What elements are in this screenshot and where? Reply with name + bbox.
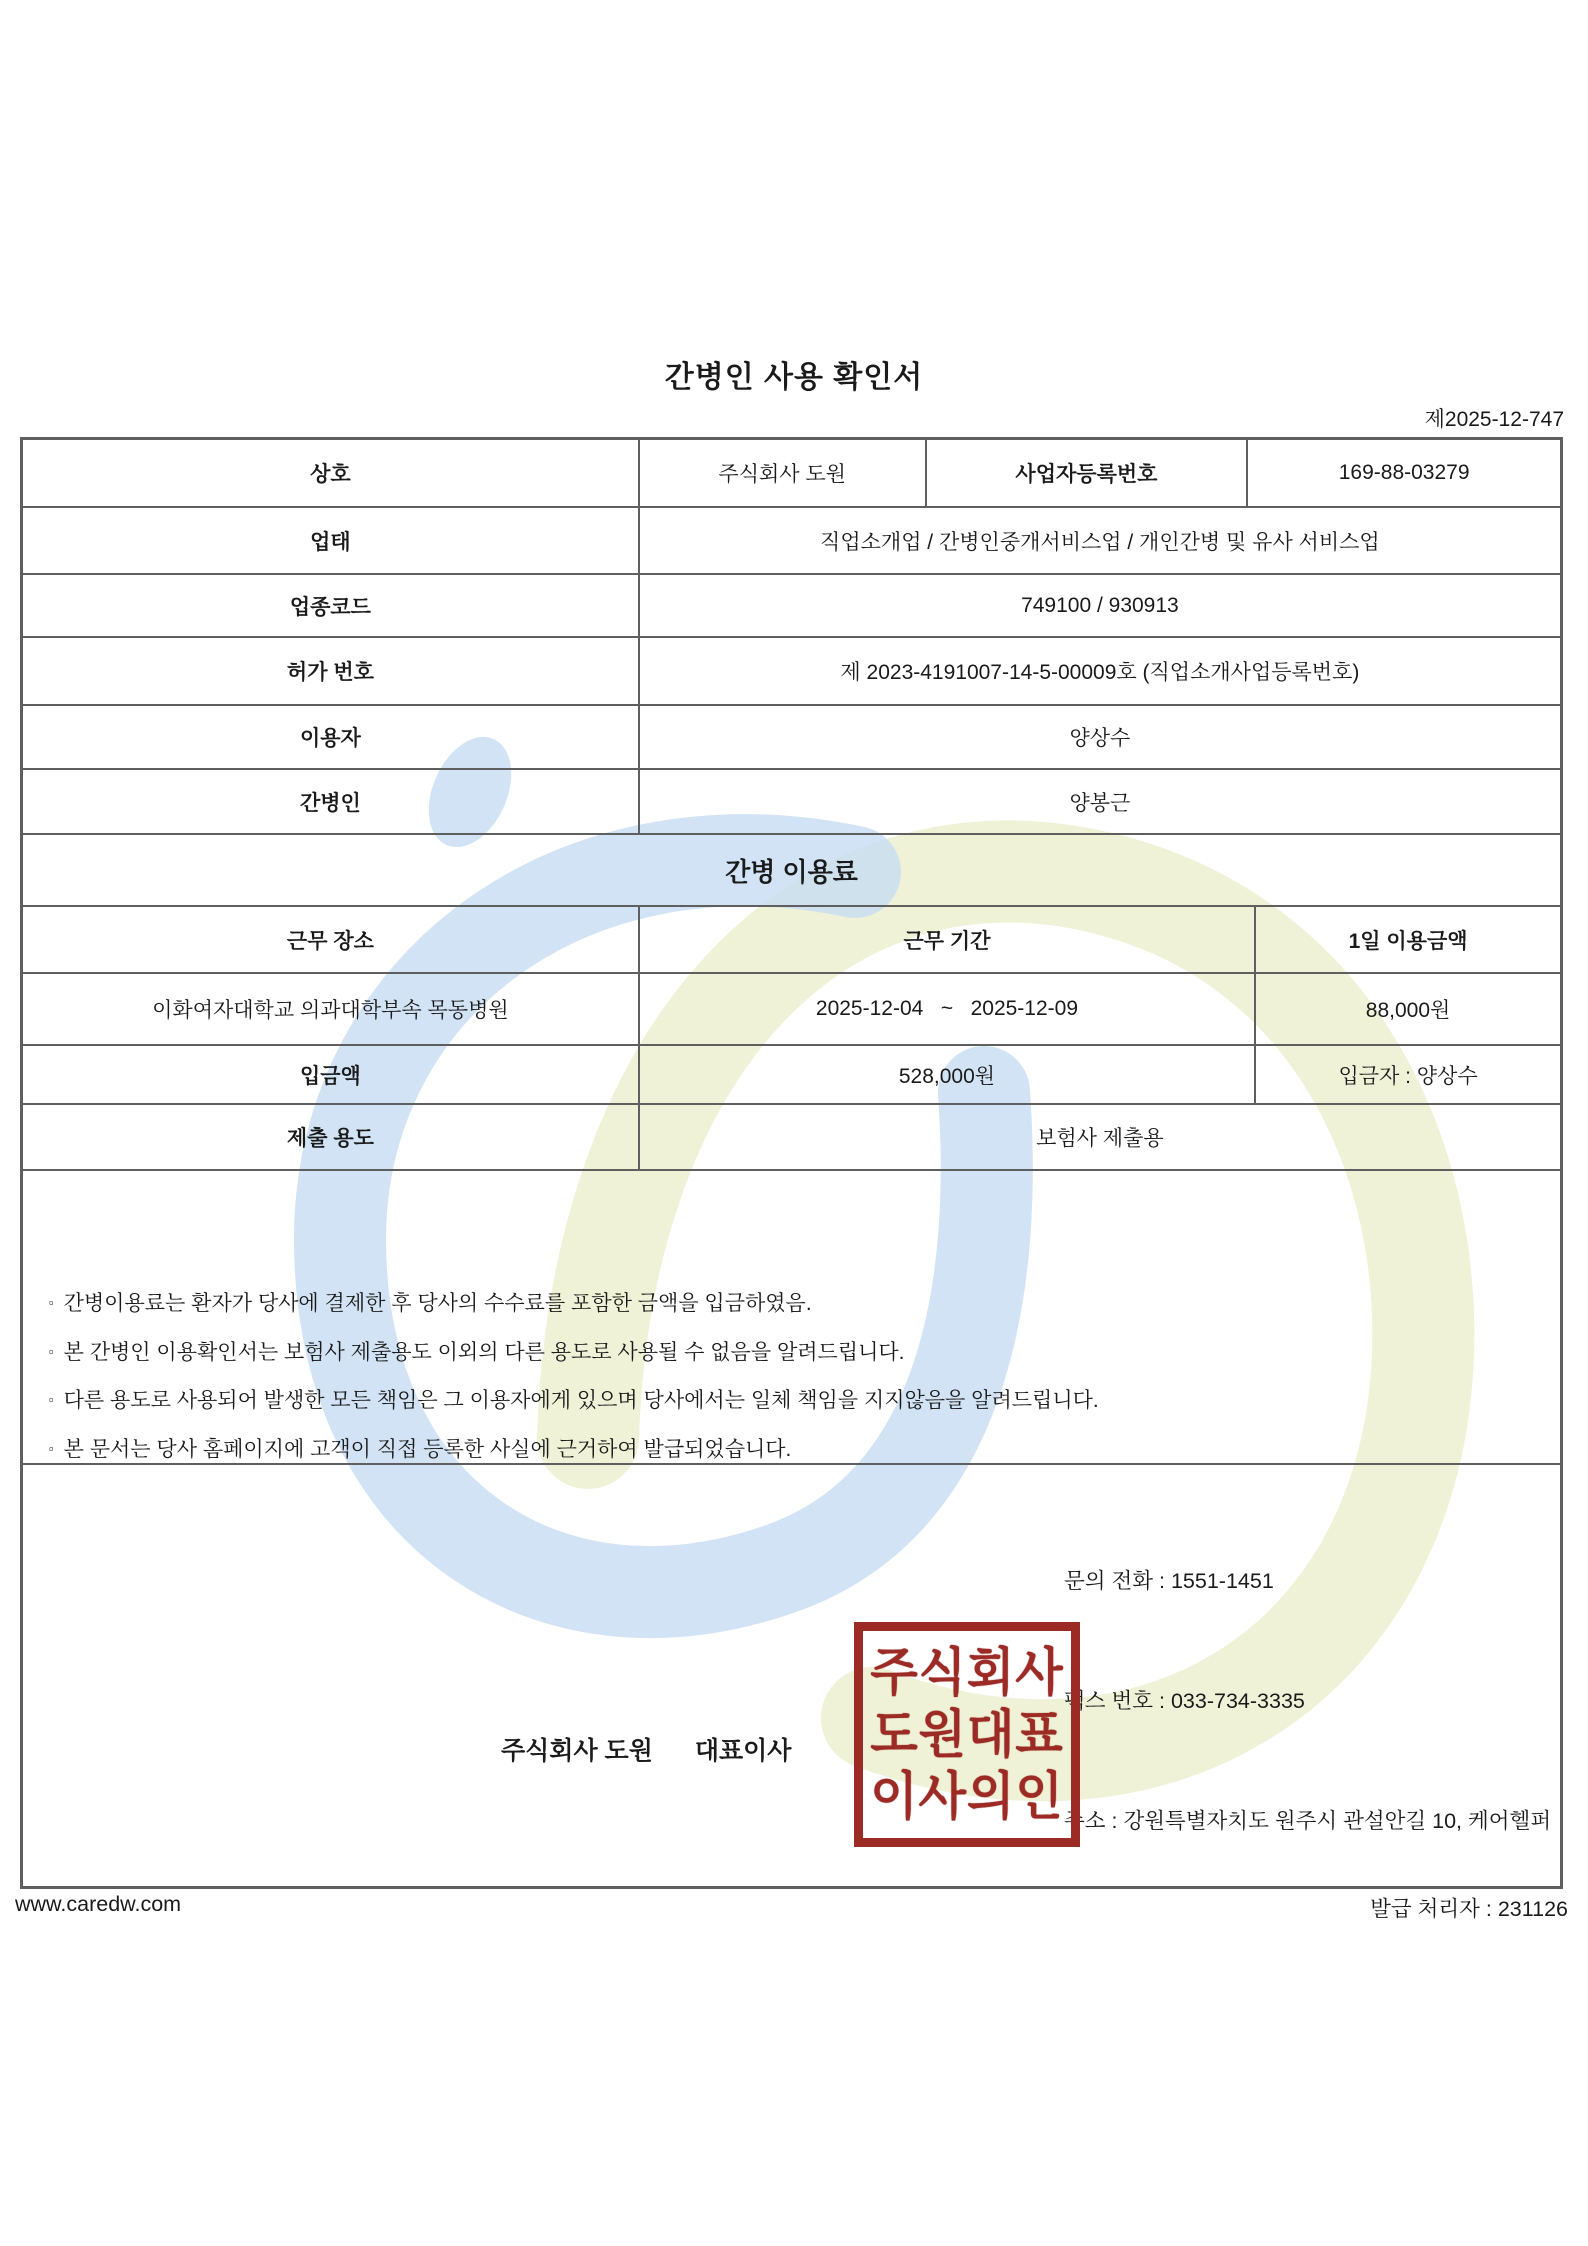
permit-number-value: 제 2023-4191007-14-5-00009호 (직업소개사업등록번호) [638,638,1560,704]
note-item [49,1281,1560,1330]
contact-phone: 문의 전화 : 1551-1451 [1064,1569,1274,1593]
signature-ceo: 대표이사 [694,1737,792,1765]
stamp-text-line: 주식회사 [870,1643,1064,1702]
user-value: 양상수 [638,706,1560,768]
note-text: 다른 용도로 사용되어 발생한 모든 책임은 그 이용자에게 있으며 당사에서는 일체 책임을 지지않음을 알려드립니다. [63,1389,1099,1412]
deposit-amount-label: 입금액 [299,1064,361,1088]
contact-address: 주소 : 강원특별자치도 원주시 관설안길 10, 케어헬퍼 [1064,1809,1552,1833]
issuer-id: 발급 처리자 : 231126 [1370,1897,1568,1921]
business-type-label: 업태 [310,530,351,554]
page-title: 간병인 사용 확인서 [664,361,924,394]
depositor-label: 입금자 [1338,1064,1400,1088]
business-reg-number-value: 169-88-03279 [1246,440,1560,506]
corporate-seal-stamp [854,1622,1080,1847]
company-name-value: 주식회사 도원 [638,440,925,506]
stamp-text-line: 이사의인 [870,1767,1064,1826]
user-label: 이용자 [299,727,361,750]
table-row-work-headers [23,905,1560,972]
industry-code-value: 749100 / 930913 [638,575,1560,636]
caregiver-value: 양봉근 [638,770,1560,833]
bullet-icon: ▫ [49,1440,54,1456]
table-row-industry-code [23,573,1560,636]
permit-number-label: 허가 번호 [286,661,374,684]
table-row-notes [23,1169,1560,1463]
signature-section [23,1465,1560,1886]
table-row-work-values [23,972,1560,1044]
note-item [49,1378,1560,1427]
signature-company: 주식회사 도원 [501,1737,653,1765]
submission-purpose-value: 보험사 제출용 [638,1105,1560,1169]
industry-code-label: 업종코드 [289,595,371,619]
work-place-header: 근무 장소 [286,929,374,953]
stamp-text-line: 도원대표 [870,1705,1064,1764]
deposit-amount-value: 528,000원 [638,1046,1254,1103]
table-row-signature [23,1463,1560,1886]
table-row-company [23,440,1560,506]
note-item [49,1330,1560,1379]
table-row-section-header [23,833,1560,905]
work-place-value: 이화여자대학교 의과대학부속 목동병원 [152,999,509,1022]
table-row-caregiver [23,768,1560,833]
note-text: 본 문서는 당사 홈페이지에 고객이 직접 등록한 사실에 근거하여 발급되었습니다. [63,1437,792,1461]
work-period-value: 2025-12-04 ~ 2025-12-09 [638,974,1254,1044]
table-row-deposit [23,1044,1560,1103]
daily-fee-header: 1일 이용금액 [1254,907,1560,972]
note-text: 간병이용료는 환자가 당사에 결제한 후 당사의 수수료를 포함한 금액을 입금하였음. [63,1292,812,1315]
daily-fee-value: 88,000원 [1254,974,1560,1044]
bullet-icon: ▫ [49,1343,54,1359]
care-fee-section-title: 간병 이용료 [725,856,858,887]
signature-line [501,1731,791,1767]
business-reg-number-label: 사업자등록번호 [925,440,1247,506]
note-text: 본 간병인 이용확인서는 보험사 제출용도 이외의 다른 용도로 사용될 수 없음을 알려드립니다. [63,1340,905,1364]
table-row-purpose [23,1103,1560,1169]
document-number: 제2025-12-747 [1424,408,1564,431]
website-url: www.caredw.com [15,1892,182,1916]
company-name-label: 상호 [310,463,351,486]
caregiver-label: 간병인 [299,791,361,815]
table-row-permit-number [23,636,1560,704]
contact-info [1064,1481,1551,1921]
table-row-business-type [23,506,1560,573]
depositor-value: : 양상수 [1399,1064,1478,1088]
work-period-header: 근무 기간 [638,907,1254,972]
contact-fax: 팩스 번호 : 033-734-3335 [1064,1689,1305,1713]
notes-section [23,1171,1560,1463]
bullet-icon: ▫ [49,1392,54,1407]
depositor-cell [1254,1046,1560,1103]
table-row-user [23,704,1560,768]
confirmation-table [20,437,1563,1889]
submission-purpose-label: 제출 용도 [286,1127,374,1150]
business-type-value: 직업소개업 / 간병인중개서비스업 / 개인간병 및 유사 서비스업 [638,508,1560,573]
bullet-icon: ▫ [49,1295,54,1310]
